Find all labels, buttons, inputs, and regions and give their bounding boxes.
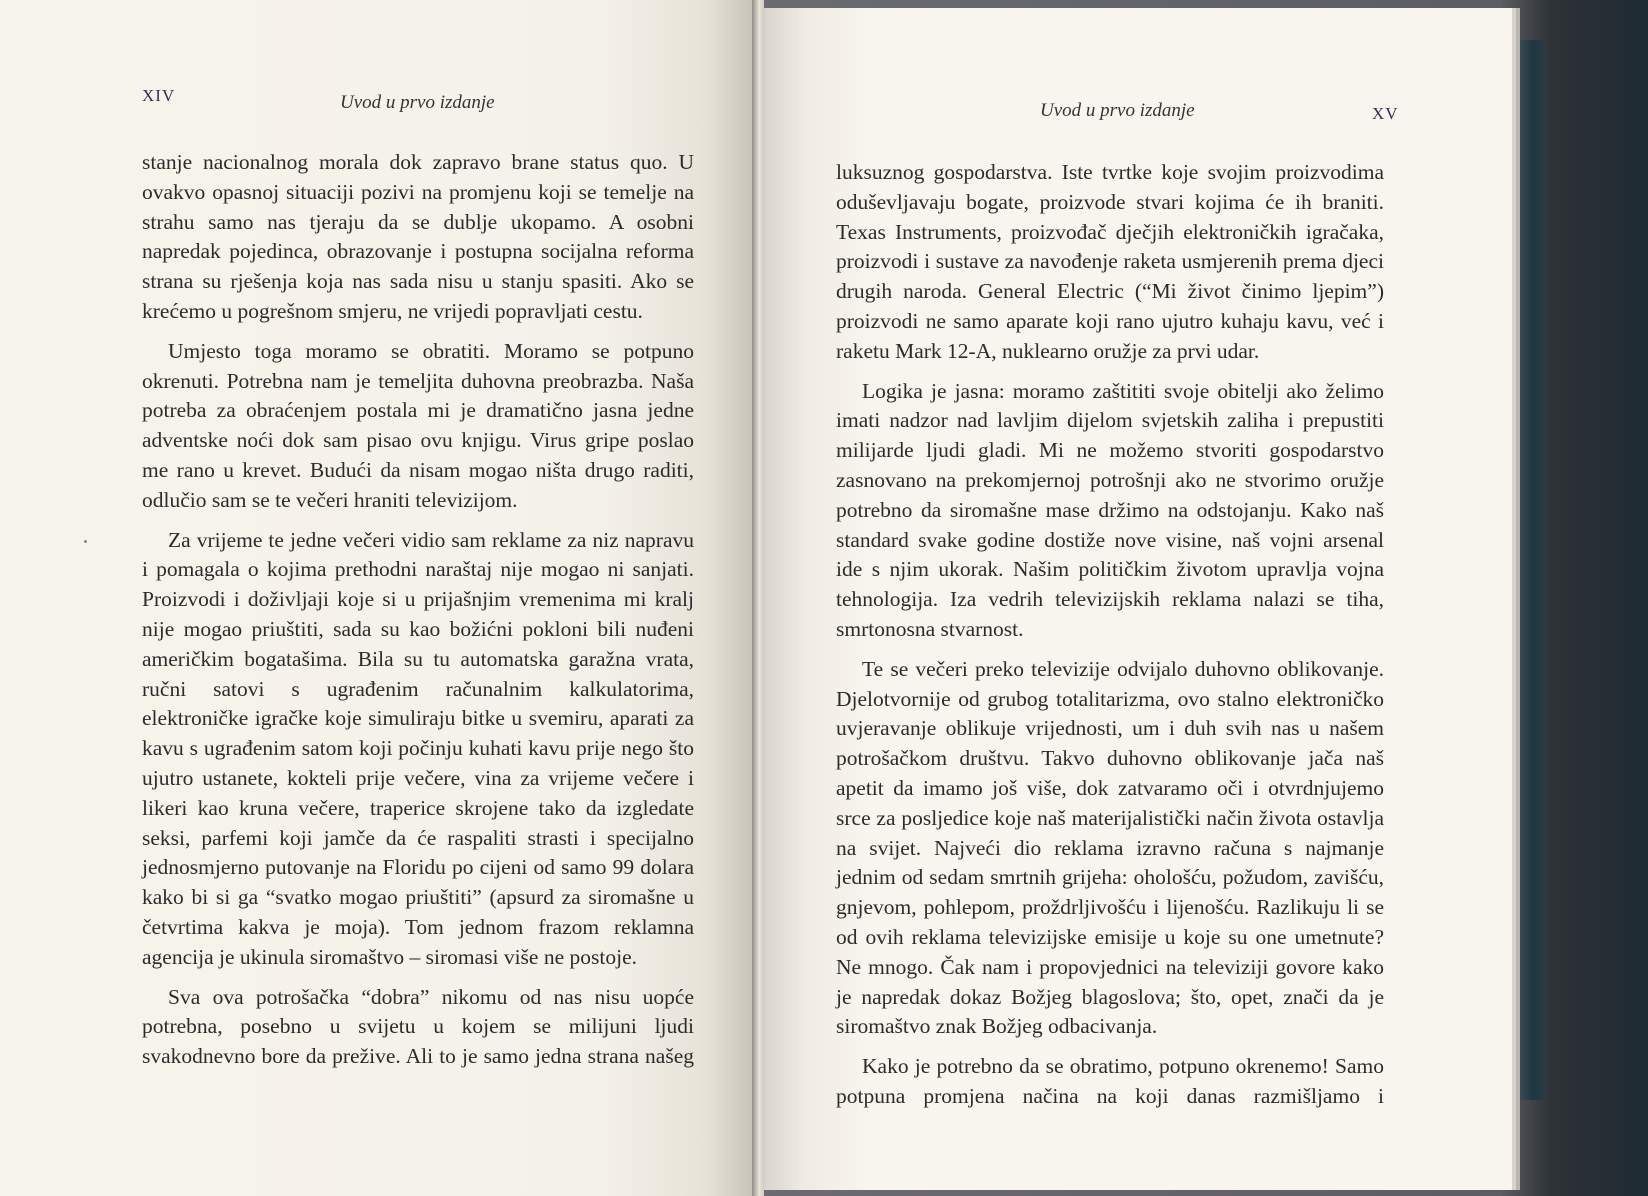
right-paragraph-3: Te se večeri preko televizije odvijalo duhovno oblikovanje. Djelotvornije od grubog totalitarizma, ovo stalno elektroničko uvjeravanje oblikuje vrijednosti, um i duh svih nas u našem potrošačkom društvu. Takvo duhovno oblikovanje jača naš apetit da imamo još više, dok zatvaramo oči i otvrdnjujemo srce za posljedice koje naš materijalistički način života ostavlja na svijet. Najveći dio reklama izravno računa s najmanje jednim od sedam smrtnih grijeha: ohološću, požudom, zavišću, gnjevom, pohlepom, proždrljivošću i lijenošću. Razlikuju li se od ovih reklama televizijske emisije u koje su one umetnute? Ne mnogo. Čak nam i propovjednici na televiziji govore kako je napredak dokaz Božjeg blagoslova; što, opet, znači da je siromaštvo znak Božjeg odbacivanja. [836,656,1384,1039]
running-head-right: Uvod u prvo izdanje [1040,100,1195,121]
left-paragraph-3: Za vrijeme te jedne večeri vidio sam reklame za niz napravu i pomagala o kojima prethodni naraštaj nije mogao ni sanjati. Proizvodi i doživljaji koje si u prijašnjim vremenima mi kralj nije mogao priuštiti, sada su kao božićni pokloni bili nuđeni američkim bogatašima. Bila su tu automatska garažna vrata, ručni satovi s ugrađenim računalnim kalkulatorima, elektroničke igračke koje simuliraju bitke u svemiru, aparati za kavu s ugrađenim satom koji počinju kuhati kavu prije nego što ujutro ustanete, kokteli prije večere, vina za vrijeme večere i likeri kao kruna večere, traperice skrojene tako da izgledate seksi, parfemi koji jamče da će raspaliti strasti i specijalno jednosmjerno putovanje na Floridu po cijeni od samo 99 dolara kako bi si ga “svatko mogao priuštiti” (apsurd za siromašne u četvrtima kakva je moja). Tom jednom frazom reklamna agencija je ukinula siromaštvo – siromasi više ne postoje. [142,527,694,969]
book-cover-edge [1520,40,1546,1100]
book-gutter [752,0,764,1196]
left-paragraph-1: stanje nacionalnog morala dok zapravo brane status quo. U ovakvo opasnoj situaciji pozivi na promjenu koji se temelje na strahu samo nas tjeraju da se dublje ukopamo. A osobni napredak pojedinca, obrazovanje i postupna socijalna reforma strana su rješenja koja nas sada nisu u stanju spasiti. Ako se krećemo u pogrešnom smjeru, ne vrijedi popravljati cestu. [142,150,694,323]
right-paragraph-4: Kako je potrebno da se obratimo, potpuno okrenemo! Samo potpuna promjena načina na koji danas razmišljamo i [836,1054,1384,1108]
right-paragraph-2: Logika je jasna: moramo zaštititi svoje obitelji ako želimo imati nadzor nad lavljim dijelom svjetskih zaliha i prepustiti milijarde ljudi gladi. Mi ne možemo stvoriti gospodarstvo zasnovano na prekomjernoj potrošnji ako ne stvorimo oružje potrebno da siromašne mase držimo na odstojanju. Kako naš standard svake godine dostiže nove visine, naš vojni arsenal ide s njim ukorak. Našim političkim životom upravlja vojna tehnologija. Iza vedrih televizijskih reklama nalazi se tiha, smrtonosna stvarnost. [836,378,1384,641]
page-number-left: XIV [142,86,176,105]
left-page [0,0,753,1196]
scan-dust-mark [84,540,87,543]
running-head-left: Uvod u prvo izdanje [340,92,495,113]
right-paragraph-1: luksuznog gospodarstva. Iste tvrtke koje svojim proizvodima oduševljavaju bogate, proizvode stvari kojima će ih braniti. Texas Instruments, proizvođač dječjih elektroničkih igračaka, proizvodi i sustave za navođenje raketa usmjerenih prema djeci drugih naroda. General Electric (“Mi život činimo ljepim”) proizvodi ne samo aparate koji rano ujutro kuhaju kavu, već i raketu Mark 12-A, nuklearno oružje za prvi udar. [836,160,1384,363]
page-number-right: XV [1372,104,1399,123]
left-paragraph-4: Sva ova potrošačka “dobra” nikomu od nas nisu uopće potrebna, posebno u svijetu u kojem se milijuni ljudi svakodnevno bore da prežive. Ali to je samo jedna strana našeg [142,984,694,1069]
left-page-text [142,148,694,1082]
left-paragraph-2: Umjesto toga moramo se obratiti. Moramo se potpuno okrenuti. Potrebna nam je temeljita duhovna preobrazba. Naša potreba za obraćenjem postala mi je dramatično jasna jedne adventske noći dok sam pisao ovu knjigu. Virus gripe poslao me rano u krevet. Budući da nisam mogao ništa drugo raditi, odlučio sam se te večeri hraniti televizijom. [142,338,694,512]
right-page-text [836,158,1384,1122]
